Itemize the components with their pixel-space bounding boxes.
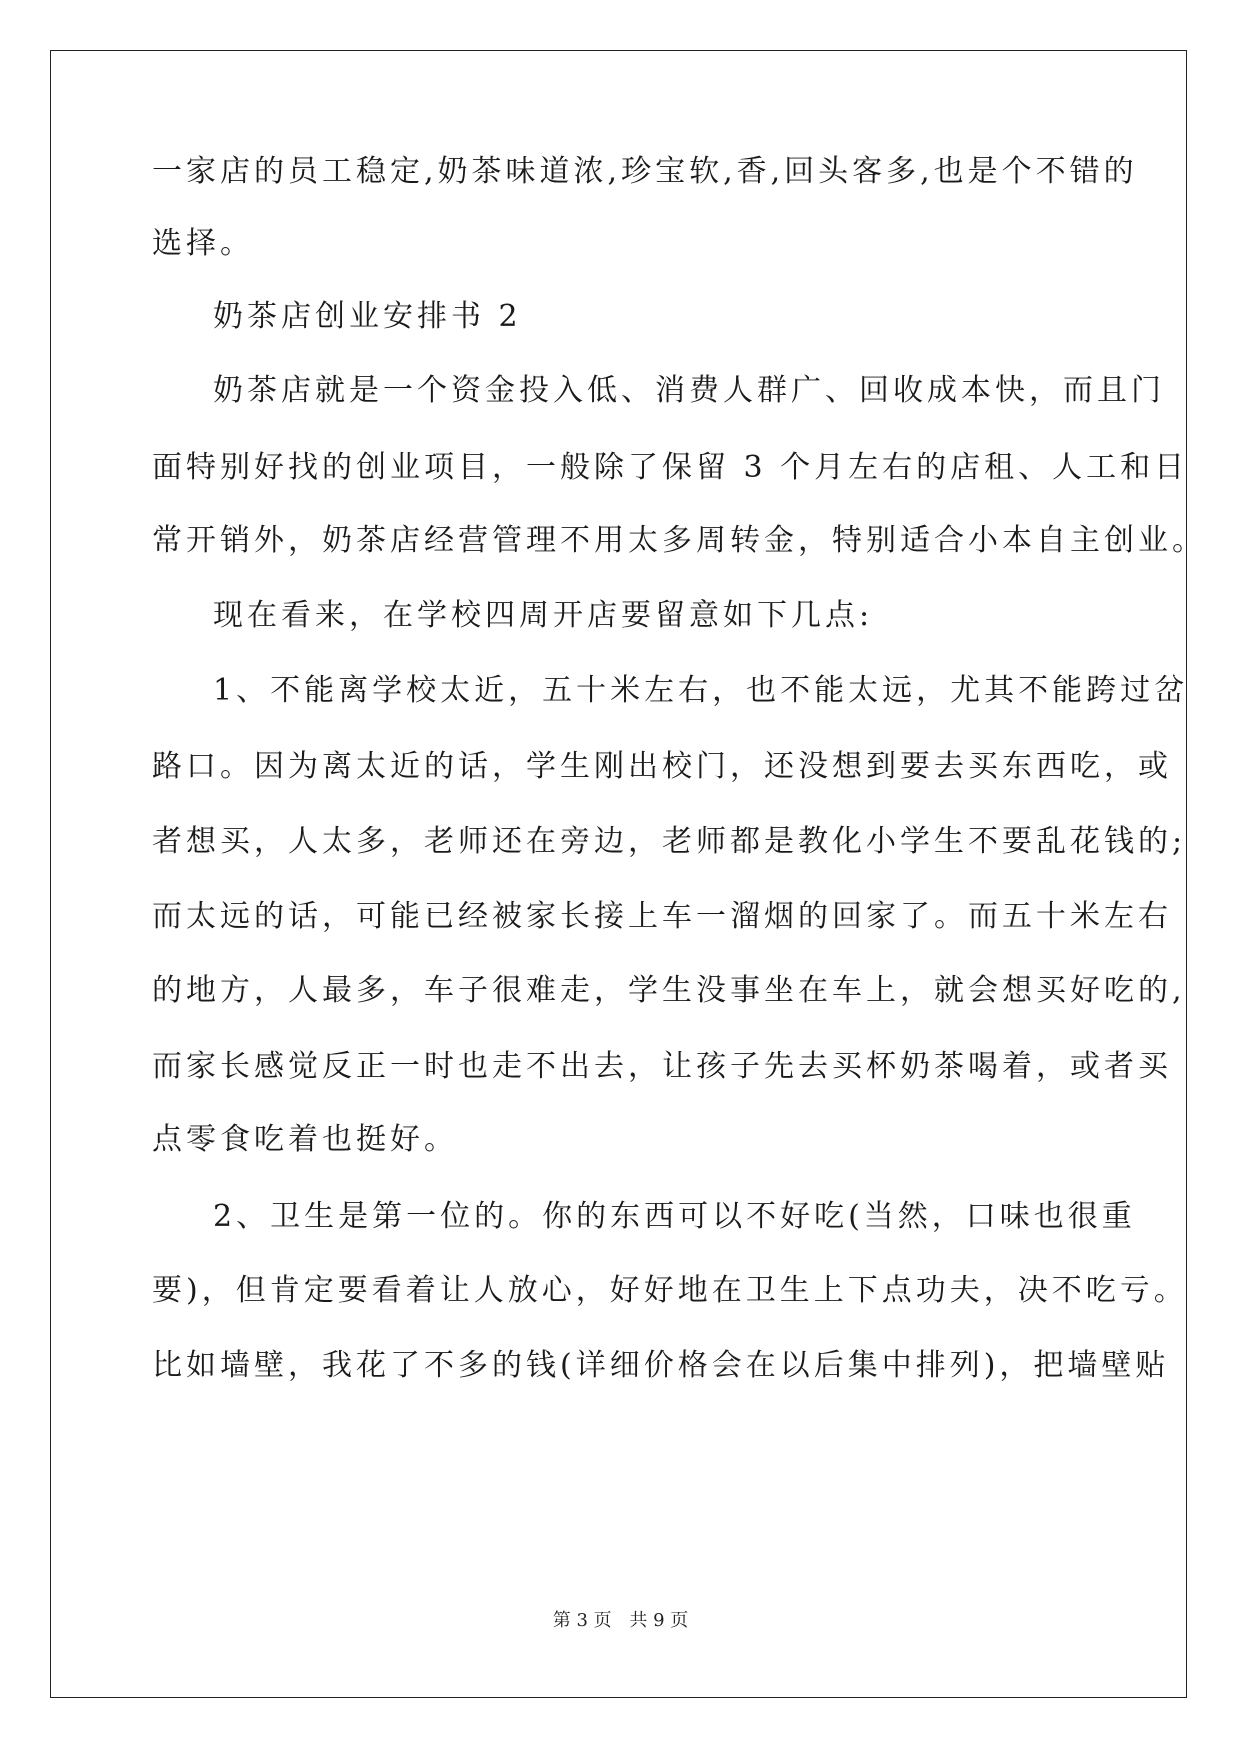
page-total: 共 9 页 (629, 1610, 689, 1631)
page-footer (0, 1606, 1241, 1632)
text-line: 常开销外，奶茶店经营管理不用太多周转金，特别适合小本自主创业。 (152, 523, 1206, 558)
text-line: 一家店的员工稳定,奶茶味道浓,珍宝软,香,回头客多,也是个不错的 (152, 154, 1138, 189)
text-line: 路口。因为离太近的话，学生刚出校门，还没想到要去买东西吃，或 (152, 749, 1172, 784)
text-line: 而家长感觉反正一时也走不出去，让孩子先去买杯奶茶喝着，或者买 (152, 1049, 1172, 1084)
text-line: 而太远的话，可能已经被家长接上车一溜烟的回家了。而五十米左右 (152, 899, 1172, 934)
text-line: 选择。 (152, 226, 254, 261)
text-line: 现在看来，在学校四周开店要留意如下几点: (213, 598, 874, 633)
text-line: 要)，但肯定要看着让人放心，好好地在卫生上下点功夫，决不吃亏。 (152, 1273, 1188, 1308)
text-line: 面特别好找的创业项目，一般除了保留 3 个月左右的店租、人工和日 (152, 450, 1189, 485)
section-heading: 奶茶店创业安排书 2 (213, 299, 522, 334)
page-number: 第 3 页 (552, 1610, 612, 1631)
text-line: 的地方，人最多，车子很难走，学生没事坐在车上，就会想买好吃的, (152, 973, 1186, 1008)
text-line: 2、卫生是第一位的。你的东西可以不好吃(当然，口味也很重 (213, 1199, 1136, 1234)
text-line: 点零食吃着也挺好。 (152, 1122, 458, 1157)
text-line: 1、不能离学校太近，五十米左右，也不能太远，尤其不能跨过岔 (213, 673, 1189, 708)
text-line: 比如墙壁，我花了不多的钱(详细价格会在以后集中排列)，把墙壁贴 (152, 1348, 1170, 1383)
text-line: 奶茶店就是一个资金投入低、消费人群广、回收成本快，而且门 (213, 373, 1165, 408)
text-line: 者想买，人太多，老师还在旁边，老师都是教化小学生不要乱花钱的; (152, 824, 1187, 859)
